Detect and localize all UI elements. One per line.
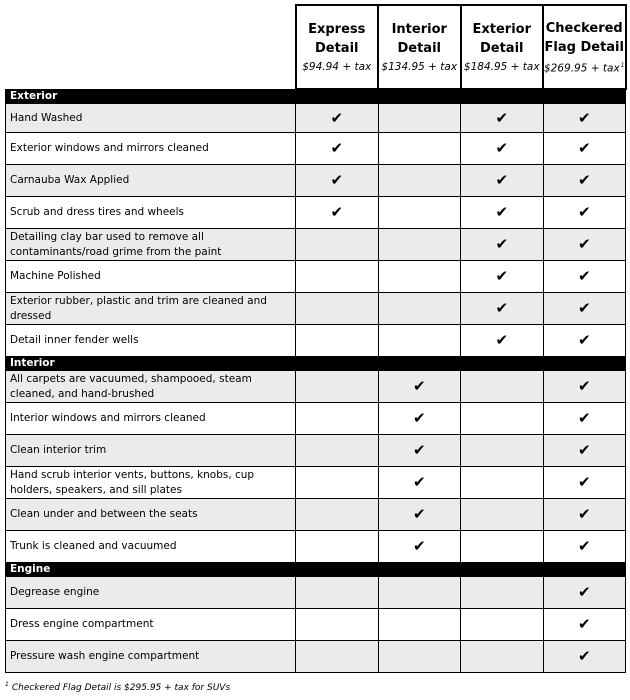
plan-cell: [296, 229, 379, 261]
plan-cell: [543, 609, 626, 641]
plan-cell: [296, 197, 379, 229]
checkmark-icon: ✔: [577, 299, 591, 317]
plan-cell: [296, 165, 379, 197]
plan-cell: [378, 197, 461, 229]
plan-cell: [543, 531, 626, 563]
plan-cell: [543, 467, 626, 499]
table-row: [6, 197, 626, 229]
feature-label: Pressure wash engine compartment: [6, 641, 296, 673]
plan-price: $134.95 + tax: [381, 61, 458, 73]
plan-header-express: [296, 5, 379, 89]
footnote-marker: 1: [620, 61, 625, 69]
feature-label: Machine Polished: [6, 261, 296, 293]
section-header-cell: [378, 89, 461, 104]
plan-cell: [378, 371, 461, 403]
table-row: [6, 133, 626, 165]
checkmark-icon: ✔: [577, 647, 591, 665]
table-row: [6, 467, 626, 499]
checkmark-icon: ✔: [412, 409, 426, 427]
plan-cell: [378, 261, 461, 293]
plan-cell: [296, 641, 379, 673]
feature-label: Hand Washed: [6, 104, 296, 133]
plan-cell: [296, 403, 379, 435]
plan-cell: [378, 293, 461, 325]
feature-label: Dress engine compartment: [6, 609, 296, 641]
plan-cell: [378, 229, 461, 261]
checkmark-icon: ✔: [495, 299, 509, 317]
plan-cell: [378, 325, 461, 357]
section-header-cell: [378, 357, 461, 371]
feature-label: Clean under and between the seats: [6, 499, 296, 531]
checkmark-icon: ✔: [577, 615, 591, 633]
plan-cell: [296, 577, 379, 609]
section-header-cell: [461, 89, 544, 104]
checkmark-icon: ✔: [412, 473, 426, 491]
checkmark-icon: ✔: [577, 235, 591, 253]
plan-cell: [543, 133, 626, 165]
plan-cell: [461, 104, 544, 133]
plan-price: [544, 59, 625, 76]
section-header-cell: [378, 563, 461, 577]
plan-cell: [378, 165, 461, 197]
plan-cell: [543, 499, 626, 531]
plan-cell: [461, 165, 544, 197]
plan-name: Exterior: [472, 22, 531, 37]
plan-header-interior: [378, 5, 461, 89]
plan-cell: [378, 104, 461, 133]
checkmark-icon: ✔: [577, 267, 591, 285]
table-row: [6, 641, 626, 673]
plan-cell: [543, 261, 626, 293]
feature-label: Detail inner fender wells: [6, 325, 296, 357]
plan-cell: [461, 577, 544, 609]
plan-cell: [461, 133, 544, 165]
table-row: [6, 499, 626, 531]
plan-cell: [378, 499, 461, 531]
plan-cell: [461, 641, 544, 673]
plan-cell: [543, 104, 626, 133]
plan-header-checkered-flag: [543, 5, 626, 89]
footnote-text: Checkered Flag Detail is $295.95 + tax for SUVs: [11, 683, 231, 693]
plan-name: Interior: [391, 22, 447, 37]
table-row: [6, 261, 626, 293]
feature-label: Exterior rubber, plastic and trim are cleaned and dressed: [6, 293, 296, 325]
plan-header-exterior: [461, 5, 544, 89]
table-row: [6, 229, 626, 261]
checkmark-icon: ✔: [330, 139, 344, 157]
section-title: Engine: [6, 563, 296, 577]
header-corner: [6, 5, 296, 89]
plan-cell: [296, 293, 379, 325]
table-row: [6, 403, 626, 435]
checkmark-icon: ✔: [412, 537, 426, 555]
feature-label: Exterior windows and mirrors cleaned: [6, 133, 296, 165]
plan-cell: [543, 229, 626, 261]
plan-cell: [543, 403, 626, 435]
plan-name: Detail: [397, 41, 441, 56]
plan-cell: [461, 467, 544, 499]
plan-cell: [543, 165, 626, 197]
plan-price-text: $269.95 + tax: [544, 62, 620, 75]
feature-label: Scrub and dress tires and wheels: [6, 197, 296, 229]
plan-cell: [461, 293, 544, 325]
feature-label: All carpets are vacuumed, shampooed, steam cleaned, and hand-brushed: [6, 371, 296, 403]
checkmark-icon: ✔: [577, 409, 591, 427]
plan-cell: [296, 609, 379, 641]
plan-cell: [543, 641, 626, 673]
checkmark-icon: ✔: [577, 441, 591, 459]
section-header-cell: [461, 357, 544, 371]
checkmark-icon: ✔: [577, 108, 591, 127]
table-row: [6, 577, 626, 609]
checkmark-icon: ✔: [495, 235, 509, 253]
footnote-marker: 1: [5, 681, 9, 688]
plan-cell: [461, 435, 544, 467]
section-header-engine: [6, 563, 626, 577]
footnote: [5, 681, 230, 693]
plan-cell: [296, 133, 379, 165]
checkmark-icon: ✔: [412, 441, 426, 459]
checkmark-icon: ✔: [330, 171, 344, 189]
checkmark-icon: ✔: [412, 377, 426, 395]
table-row: [6, 325, 626, 357]
checkmark-icon: ✔: [495, 203, 509, 221]
section-header-cell: [543, 563, 626, 577]
table-row: [6, 609, 626, 641]
checkmark-icon: ✔: [495, 171, 509, 189]
plan-cell: [296, 104, 379, 133]
checkmark-icon: ✔: [495, 331, 509, 349]
section-header-cell: [296, 563, 379, 577]
plan-cell: [461, 609, 544, 641]
checkmark-icon: ✔: [412, 505, 426, 523]
plan-cell: [461, 371, 544, 403]
feature-label: Trunk is cleaned and vacuumed: [6, 531, 296, 563]
plan-cell: [461, 403, 544, 435]
section-header-cell: [543, 89, 626, 104]
plan-cell: [378, 641, 461, 673]
table-row: [6, 293, 626, 325]
checkmark-icon: ✔: [577, 505, 591, 523]
feature-label: Carnauba Wax Applied: [6, 165, 296, 197]
plan-cell: [378, 609, 461, 641]
plan-cell: [543, 577, 626, 609]
plan-name: Detail: [479, 41, 524, 56]
plan-cell: [378, 577, 461, 609]
plan-cell: [543, 435, 626, 467]
section-header-cell: [461, 563, 544, 577]
plan-cell: [461, 197, 544, 229]
plan-price: $184.95 + tax: [463, 61, 540, 73]
feature-label: Hand scrub interior vents, buttons, knobs, cup holders, speakers, and sill plates: [6, 467, 296, 499]
plan-cell: [543, 197, 626, 229]
plan-cell: [543, 293, 626, 325]
plan-cell: [543, 325, 626, 357]
plan-cell: [378, 133, 461, 165]
section-header-cell: [296, 357, 379, 371]
table-row: [6, 165, 626, 197]
plan-cell: [296, 261, 379, 293]
checkmark-icon: ✔: [495, 267, 509, 285]
plan-name: Express: [308, 22, 366, 37]
checkmark-icon: ✔: [577, 377, 591, 395]
section-header-cell: [543, 357, 626, 371]
table-row: [6, 531, 626, 563]
plan-name: Flag Detail: [544, 39, 624, 55]
checkmark-icon: ✔: [577, 473, 591, 491]
plan-name: Detail: [314, 41, 359, 56]
checkmark-icon: ✔: [577, 583, 591, 601]
section-title: Interior: [6, 357, 296, 371]
plan-cell: [461, 531, 544, 563]
plan-cell: [296, 467, 379, 499]
plan-cell: [378, 435, 461, 467]
plan-cell: [378, 531, 461, 563]
checkmark-icon: ✔: [330, 203, 344, 221]
table-row: [6, 435, 626, 467]
table-body: [6, 89, 626, 673]
plan-cell: [461, 229, 544, 261]
section-title: Exterior: [6, 89, 296, 104]
checkmark-icon: ✔: [330, 108, 344, 127]
checkmark-icon: ✔: [577, 537, 591, 555]
table-row: [6, 371, 626, 403]
feature-label: Interior windows and mirrors cleaned: [6, 403, 296, 435]
section-header-interior: [6, 357, 626, 371]
checkmark-icon: ✔: [577, 203, 591, 221]
table-row: [6, 104, 626, 133]
feature-label: Detailing clay bar used to remove all contaminants/road grime from the paint: [6, 229, 296, 261]
plan-cell: [543, 371, 626, 403]
section-header-cell: [296, 89, 379, 104]
plan-price: $94.94 + tax: [302, 61, 372, 73]
plan-cell: [461, 261, 544, 293]
plan-name: Checkered: [545, 20, 623, 36]
plan-cell: [296, 531, 379, 563]
section-header-exterior: [6, 89, 626, 104]
plan-cell: [461, 325, 544, 357]
feature-label: Degrease engine: [6, 577, 296, 609]
plan-cell: [461, 499, 544, 531]
plan-cell: [296, 325, 379, 357]
plan-cell: [378, 467, 461, 499]
checkmark-icon: ✔: [495, 108, 509, 127]
checkmark-icon: ✔: [495, 139, 509, 157]
plan-cell: [296, 371, 379, 403]
plan-cell: [296, 435, 379, 467]
checkmark-icon: ✔: [577, 331, 591, 349]
table-header-row: [6, 5, 626, 89]
plan-cell: [378, 403, 461, 435]
checkmark-icon: ✔: [577, 139, 591, 157]
plan-cell: [296, 499, 379, 531]
feature-label: Clean interior trim: [6, 435, 296, 467]
checkmark-icon: ✔: [577, 171, 591, 189]
detail-package-table: [5, 4, 627, 673]
